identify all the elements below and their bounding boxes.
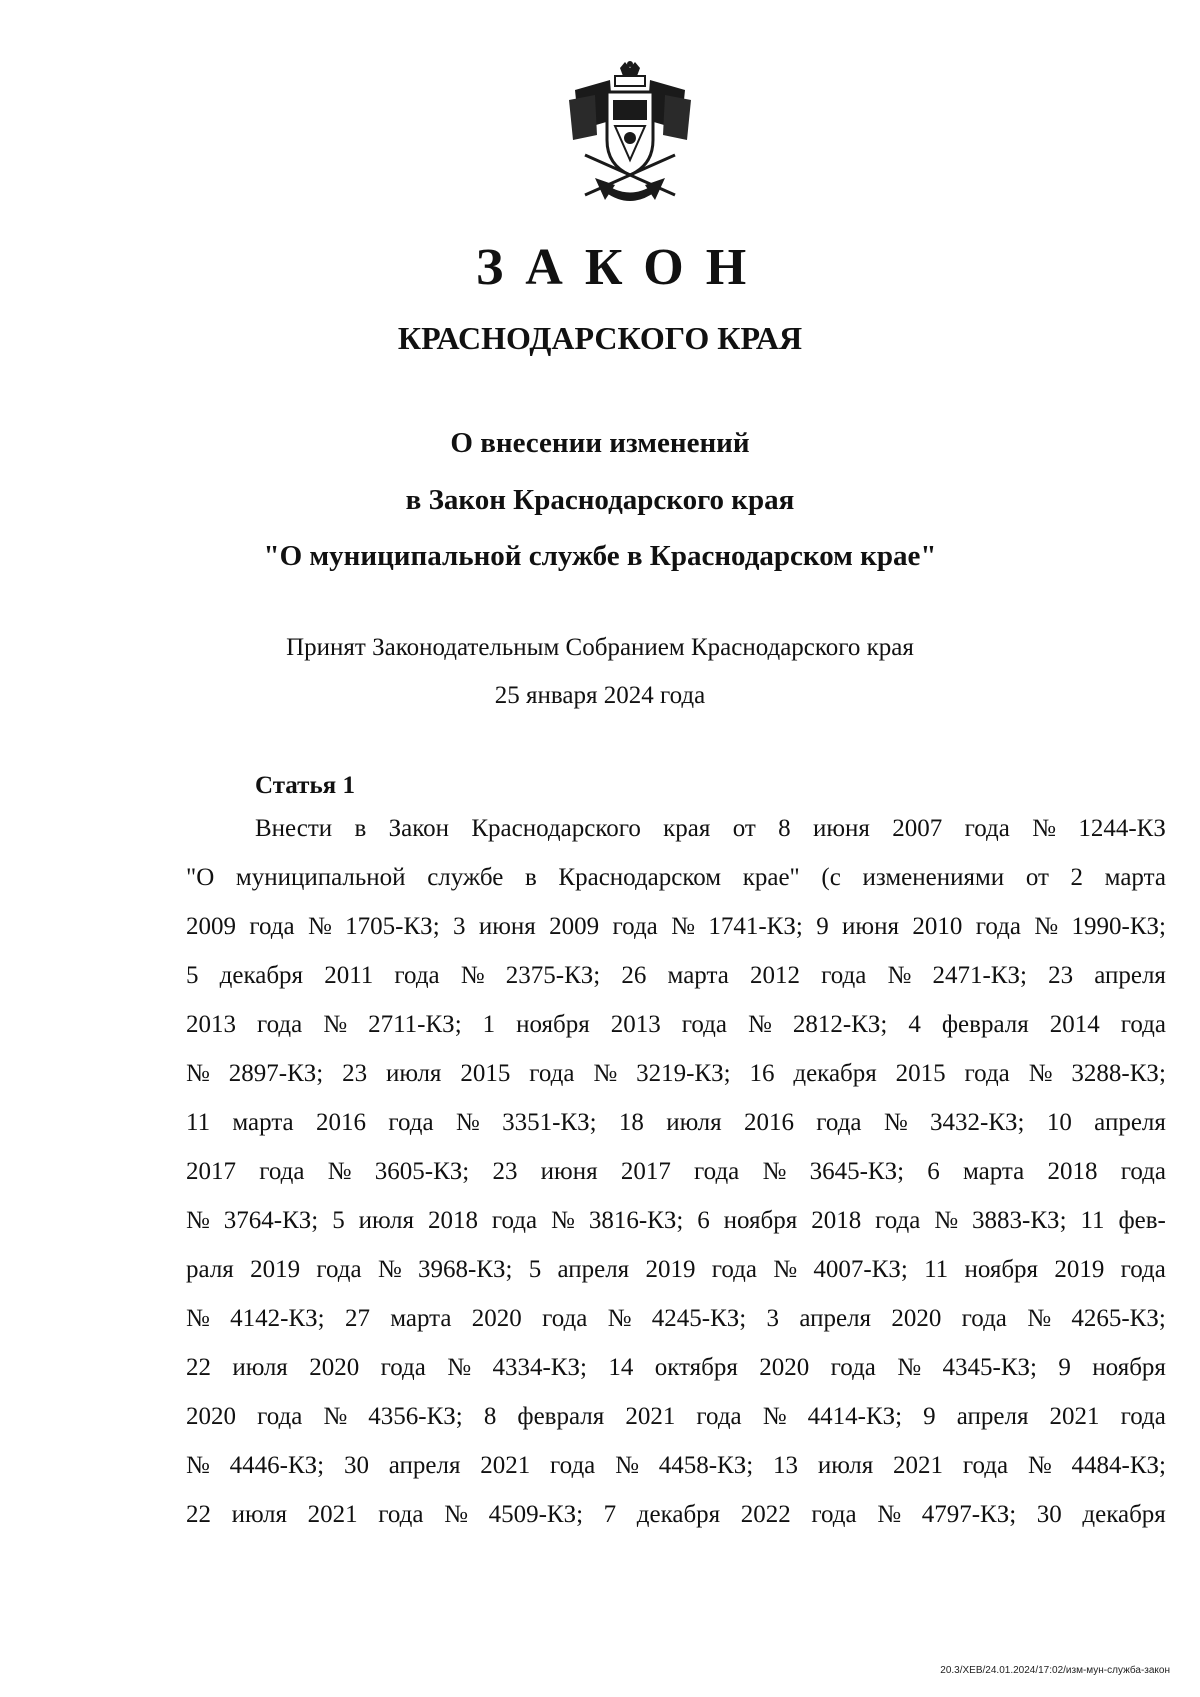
article-word: №: [460, 962, 485, 989]
article-word: 26: [621, 962, 647, 989]
article-word: 27: [344, 1305, 370, 1332]
article-word: декабря: [793, 1060, 877, 1087]
article-word: 9: [816, 913, 829, 940]
article-word: июня: [842, 913, 899, 940]
article-word: 2013: [186, 1011, 236, 1038]
article-word: 4414-КЗ;: [807, 1403, 903, 1430]
article-word: 1990-КЗ;: [1071, 913, 1166, 940]
article-word: года: [380, 1354, 426, 1381]
article-word: №: [447, 1354, 472, 1381]
article-word: №: [551, 1207, 575, 1234]
article-word: года: [491, 1207, 538, 1234]
article-word: апреля: [557, 1256, 630, 1283]
article-word: декабря: [636, 1501, 721, 1528]
article-word: 2019: [645, 1256, 696, 1283]
article-word: 2471-КЗ;: [932, 962, 1027, 989]
article-word: 1705-КЗ;: [345, 913, 440, 940]
document-footer-code: 20.3/ХЕВ/24.01.2024/17:02/изм-мун-служба-закон: [940, 1665, 1170, 1676]
article-word: 2021: [480, 1452, 531, 1479]
article-word: 4345-КЗ;: [942, 1354, 1038, 1381]
article-word: 2020: [759, 1354, 810, 1381]
article-word: 4007-КЗ;: [813, 1256, 908, 1283]
article-word: 23: [492, 1158, 518, 1185]
article-word: 3968-КЗ;: [417, 1256, 513, 1283]
article-word: апреля: [388, 1452, 461, 1479]
article-word: 9: [923, 1403, 936, 1430]
article-word: 3432-КЗ;: [930, 1109, 1025, 1136]
article-word: Краснодарском: [558, 864, 722, 891]
article-word: 3816-КЗ;: [588, 1207, 684, 1234]
article-word: 2020: [891, 1305, 942, 1332]
article-word: №: [323, 1011, 348, 1038]
article-word: №: [671, 913, 695, 940]
article-word: года: [694, 1158, 740, 1185]
article-word: года: [962, 1452, 1009, 1479]
article-word: №: [307, 913, 332, 940]
article-word: апреля: [956, 1403, 1029, 1430]
article-word: 4458-КЗ;: [658, 1452, 754, 1479]
article-word: года: [830, 1354, 876, 1381]
article-word: №: [327, 1158, 352, 1185]
adopted-date: 25 января 2024 года: [494, 682, 706, 709]
article-word: 4509-КЗ;: [488, 1501, 584, 1528]
article-word: 4265-КЗ;: [1071, 1305, 1166, 1332]
article-word: края: [663, 815, 711, 842]
article-word: 2021: [625, 1403, 676, 1430]
article-word: года: [378, 1501, 424, 1528]
article-word: №: [615, 1452, 639, 1479]
article-word: №: [186, 1305, 210, 1332]
article-word: июля: [231, 1501, 288, 1528]
article-word: 11: [1080, 1207, 1105, 1234]
article-word: №: [1032, 815, 1057, 842]
article-body: [186, 813, 1166, 1548]
article-text-line: [186, 1401, 1166, 1450]
law-title-line-1: О внесении изменений: [450, 427, 750, 459]
article-text-line: [186, 1450, 1166, 1499]
article-word: 6: [927, 1158, 940, 1185]
article-word: (с: [821, 864, 841, 891]
article-word: "О: [186, 864, 215, 891]
article-word: марта: [1104, 864, 1166, 891]
article-word: года: [964, 1060, 1010, 1087]
article-word: декабря: [1082, 1501, 1166, 1528]
article-word: 1244-КЗ: [1078, 815, 1166, 842]
article-word: марта: [667, 962, 729, 989]
article-word: в: [354, 815, 367, 842]
article-word: года: [1120, 1256, 1166, 1283]
article-word: 23: [1048, 962, 1074, 989]
article-word: 2018: [427, 1207, 478, 1234]
article-text-line: [186, 1205, 1166, 1254]
article-text-line: [186, 1058, 1166, 1107]
law-title-line-2: в Закон Краснодарского края: [405, 484, 795, 516]
article-word: апреля: [1094, 962, 1166, 989]
article-word: 11: [924, 1256, 949, 1283]
article-word: 2014: [1049, 1011, 1100, 1038]
article-word: 4356-КЗ;: [368, 1403, 463, 1430]
article-word: от: [732, 815, 756, 842]
article-word: 5: [528, 1256, 542, 1283]
article-word: в: [524, 864, 537, 891]
article-text-line: [186, 911, 1166, 960]
article-word: 2021: [307, 1501, 358, 1528]
article-word: №: [186, 1452, 210, 1479]
article-word: №: [444, 1501, 468, 1528]
article-word: 6: [697, 1207, 710, 1234]
article-word: 2021: [893, 1452, 944, 1479]
article-word: года: [542, 1305, 588, 1332]
article-word: года: [1120, 1158, 1166, 1185]
article-word: Краснодарского: [471, 815, 641, 842]
article-word: 4446-КЗ;: [229, 1452, 325, 1479]
article-word: фев-: [1118, 1207, 1166, 1234]
article-word: 2016: [743, 1109, 794, 1136]
article-word: службе: [427, 864, 504, 891]
article-word: №: [877, 1501, 902, 1528]
article-word: 3351-КЗ;: [502, 1109, 597, 1136]
article-word: №: [762, 1403, 787, 1430]
article-word: 4245-КЗ;: [651, 1305, 747, 1332]
article-word: 22: [186, 1354, 211, 1381]
article-word: 2020: [186, 1403, 236, 1430]
article-word: 14: [608, 1354, 634, 1381]
article-text-line: [186, 960, 1166, 1009]
article-word: от: [1025, 864, 1049, 891]
article-word: 1: [482, 1011, 496, 1038]
article-word: 13: [773, 1452, 799, 1479]
article-word: марта: [232, 1109, 294, 1136]
article-word: марта: [963, 1158, 1025, 1185]
article-word: 2018: [811, 1207, 862, 1234]
article-text-line: [186, 1254, 1166, 1303]
article-word: 2022: [740, 1501, 791, 1528]
coat-of-arms-icon: [565, 60, 695, 210]
article-word: 4334-КЗ;: [492, 1354, 587, 1381]
article-word: крае": [742, 864, 800, 891]
article-word: №: [1028, 1060, 1053, 1087]
article-word: раля: [186, 1256, 234, 1283]
article-word: №: [1027, 1452, 1052, 1479]
article-word: 7: [603, 1501, 617, 1528]
article-word: №: [773, 1256, 798, 1283]
article-word: №: [897, 1354, 922, 1381]
article-word: №: [377, 1256, 402, 1283]
article-word: года: [259, 1158, 305, 1185]
article-text-line: [186, 1156, 1166, 1205]
article-word: №: [607, 1305, 632, 1332]
article-word: 2007: [892, 815, 943, 842]
article-text-line: [186, 1009, 1166, 1058]
article-word: февраля: [517, 1403, 605, 1430]
article-word: года: [1120, 1011, 1166, 1038]
article-word: 9: [1058, 1354, 1071, 1381]
article-word: 5: [332, 1207, 345, 1234]
article-word: 4797-КЗ;: [921, 1501, 1017, 1528]
article-word: года: [711, 1256, 757, 1283]
article-word: октября: [654, 1354, 738, 1381]
article-word: июля: [386, 1060, 442, 1087]
article-word: июля: [358, 1207, 415, 1234]
article-word: 3764-КЗ;: [223, 1207, 319, 1234]
article-word: года: [875, 1207, 921, 1234]
article-heading: Статья 1: [255, 772, 355, 799]
article-word: 2018: [1047, 1158, 1098, 1185]
article-word: 16: [749, 1060, 775, 1087]
article-word: 8: [483, 1403, 497, 1430]
article-word: апреля: [799, 1305, 872, 1332]
article-word: №: [883, 1109, 908, 1136]
article-word: Внести: [255, 815, 333, 842]
article-word: 2019: [250, 1256, 301, 1283]
article-word: 1741-КЗ;: [708, 913, 803, 940]
article-word: №: [593, 1060, 618, 1087]
article-word: июля: [666, 1109, 722, 1136]
article-word: апреля: [1094, 1109, 1166, 1136]
article-word: ноября: [1092, 1354, 1166, 1381]
article-word: 23: [342, 1060, 368, 1087]
article-word: 11: [186, 1109, 211, 1136]
article-word: №: [455, 1109, 480, 1136]
article-word: 2011: [324, 962, 374, 989]
article-word: 30: [343, 1452, 369, 1479]
article-word: 2015: [895, 1060, 946, 1087]
article-word: 2020: [471, 1305, 522, 1332]
article-word: 22: [186, 1501, 211, 1528]
document-region: КРАСНОДАРСКОГО КРАЯ: [397, 320, 803, 356]
article-word: года: [257, 1403, 303, 1430]
article-word: 2015: [460, 1060, 511, 1087]
article-word: ноября: [516, 1011, 590, 1038]
article-word: года: [612, 913, 658, 940]
article-word: 2: [1070, 864, 1084, 891]
article-word: года: [1120, 1403, 1166, 1430]
article-word: 4: [908, 1011, 921, 1038]
article-word: года: [816, 1109, 862, 1136]
article-word: 2016: [315, 1109, 366, 1136]
article-word: №: [1034, 913, 1059, 940]
law-title-line-3: "О муниципальной службе в Краснодарском крае": [263, 540, 937, 572]
article-word: 2010: [912, 913, 963, 940]
article-word: 2375-КЗ;: [505, 962, 601, 989]
article-word: 8: [778, 815, 791, 842]
article-word: июля: [232, 1354, 288, 1381]
article-word: муниципальной: [235, 864, 406, 891]
article-word: года: [249, 913, 295, 940]
article-word: 3288-КЗ;: [1071, 1060, 1166, 1087]
article-word: ноября: [964, 1256, 1039, 1283]
article-word: года: [257, 1011, 303, 1038]
article-word: года: [394, 962, 440, 989]
article-word: 2017: [186, 1158, 236, 1185]
article-word: 3645-КЗ;: [809, 1158, 905, 1185]
article-word: года: [975, 913, 1021, 940]
article-word: 10: [1046, 1109, 1072, 1136]
article-word: июня: [540, 1158, 598, 1185]
article-word: №: [762, 1158, 787, 1185]
article-word: июля: [817, 1452, 874, 1479]
article-word: 3219-КЗ;: [636, 1060, 731, 1087]
article-word: 30: [1036, 1501, 1062, 1528]
article-text-line: [186, 813, 1166, 862]
article-word: 2021: [1049, 1403, 1100, 1430]
article-word: ноября: [723, 1207, 798, 1234]
article-word: 2812-КЗ;: [792, 1011, 888, 1038]
article-word: №: [1027, 1305, 1052, 1332]
article-word: 3: [453, 913, 466, 940]
article-word: №: [186, 1207, 210, 1234]
article-text-line: [186, 862, 1166, 911]
article-word: 2013: [610, 1011, 661, 1038]
article-word: 5: [186, 962, 199, 989]
article-word: 2019: [1054, 1256, 1105, 1283]
article-word: года: [316, 1256, 362, 1283]
article-word: 3: [766, 1305, 780, 1332]
article-word: №: [887, 962, 912, 989]
article-word: февраля: [941, 1011, 1029, 1038]
article-word: №: [323, 1403, 348, 1430]
article-word: июня: [478, 913, 536, 940]
article-text-line: [186, 1303, 1166, 1352]
article-word: года: [681, 1011, 727, 1038]
article-word: 18: [618, 1109, 644, 1136]
article-word: 2897-КЗ;: [228, 1060, 324, 1087]
article-word: года: [811, 1501, 857, 1528]
article-word: года: [550, 1452, 596, 1479]
article-word: 2009: [549, 913, 600, 940]
article-word: года: [529, 1060, 575, 1087]
article-word: 2017: [620, 1158, 671, 1185]
article-word: года: [961, 1305, 1007, 1332]
article-word: года: [964, 815, 1010, 842]
article-word: 2009: [186, 913, 236, 940]
article-word: года: [388, 1109, 434, 1136]
article-word: 4142-КЗ;: [230, 1305, 325, 1332]
article-word: №: [934, 1207, 959, 1234]
article-word: года: [696, 1403, 742, 1430]
article-word: года: [821, 962, 867, 989]
article-word: изменениями: [862, 864, 1005, 891]
article-text-line: [186, 1499, 1166, 1548]
article-word: 2020: [309, 1354, 360, 1381]
article-word: декабря: [219, 962, 304, 989]
article-word: 2012: [749, 962, 800, 989]
article-text-line: [186, 1352, 1166, 1401]
article-word: 2711-КЗ;: [368, 1011, 462, 1038]
adopted-by-text: Принят Законодательным Собранием Краснодарского края: [286, 634, 914, 661]
article-word: 4484-КЗ;: [1071, 1452, 1166, 1479]
article-word: №: [186, 1060, 210, 1087]
article-word: 3883-КЗ;: [972, 1207, 1067, 1234]
article-word: марта: [390, 1305, 452, 1332]
article-word: 3605-КЗ;: [374, 1158, 470, 1185]
document-type: ЗАКОН: [475, 239, 769, 296]
article-word: июня: [813, 815, 870, 842]
article-word: №: [748, 1011, 772, 1038]
article-word: Закон: [388, 815, 450, 842]
article-text-line: [186, 1107, 1166, 1156]
